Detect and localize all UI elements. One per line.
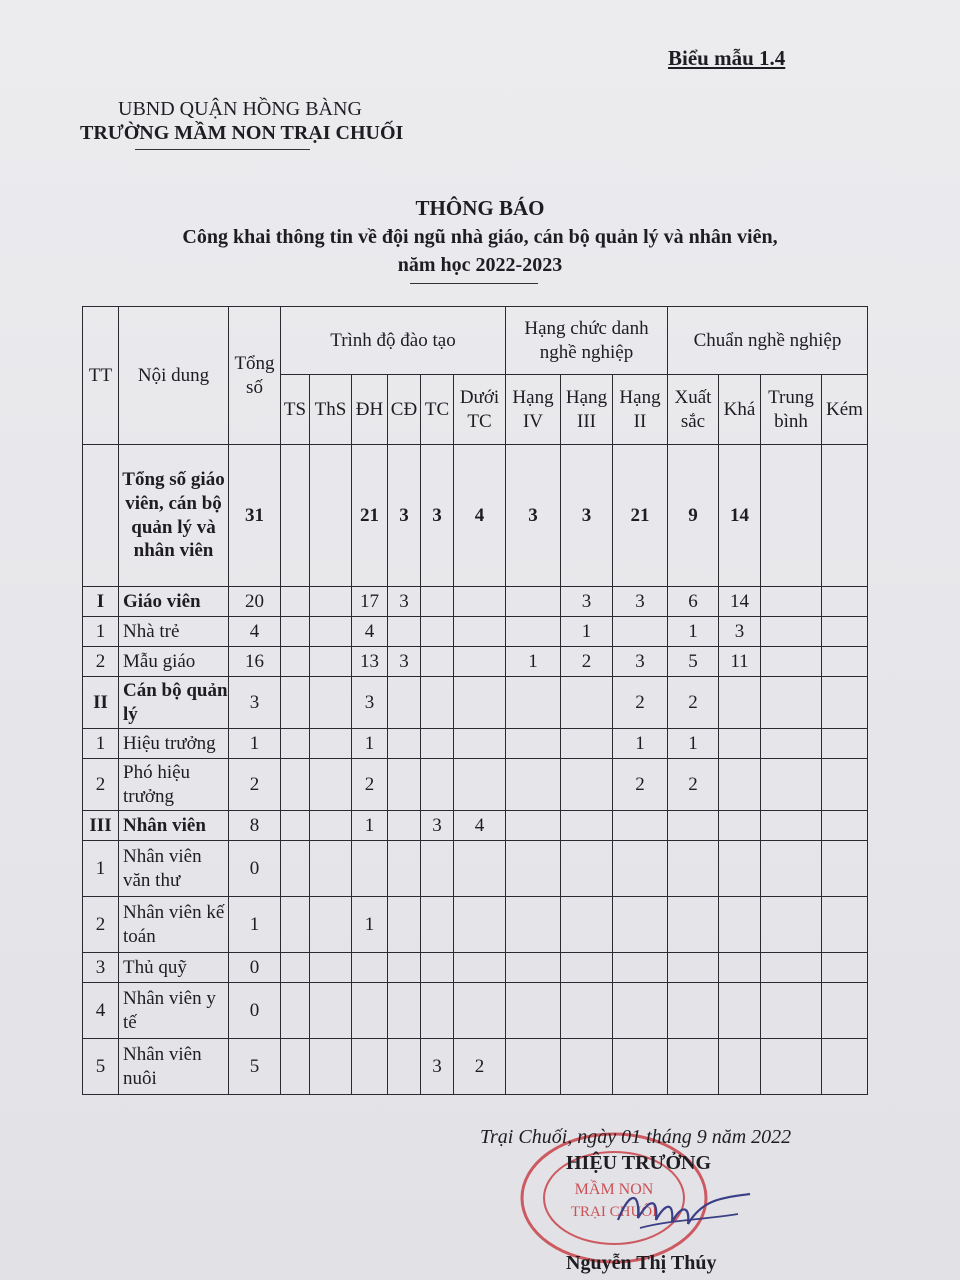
cell-dh (352, 841, 388, 897)
table-row (83, 953, 868, 983)
col-header-standard: Chuẩn nghề nghiệp (668, 307, 868, 375)
cell-below-tc (454, 841, 506, 897)
cell-ts (281, 647, 310, 677)
cell-excellent: 6 (668, 587, 719, 617)
cell-total: 31 (229, 445, 281, 587)
cell-rank-iii (561, 729, 613, 759)
cell-rank-ii (613, 897, 668, 953)
col-header-below-tc: Dưới TC (454, 375, 506, 445)
svg-text:TRẠI CHUỐI: TRẠI CHUỐI (570, 1204, 658, 1220)
row-tt: 5 (83, 1039, 119, 1095)
cell-good (719, 953, 761, 983)
col-header-ts: TS (281, 375, 310, 445)
cell-tc: 3 (421, 445, 454, 587)
row-tt: III (83, 811, 119, 841)
cell-ts (281, 445, 310, 587)
cell-ths (310, 445, 352, 587)
cell-below-tc: 4 (454, 445, 506, 587)
row-tt: 3 (83, 953, 119, 983)
row-label: Cán bộ quản lý (119, 677, 229, 729)
cell-rank-iii (561, 841, 613, 897)
row-label: Nhân viên (119, 811, 229, 841)
cell-poor (822, 841, 868, 897)
row-label: Giáo viên (119, 587, 229, 617)
cell-dh: 4 (352, 617, 388, 647)
cell-poor (822, 811, 868, 841)
cell-tc (421, 897, 454, 953)
row-tt: 1 (83, 729, 119, 759)
table-row (83, 841, 868, 897)
cell-tc (421, 729, 454, 759)
col-header-tt: TT (83, 307, 119, 445)
cell-poor (822, 759, 868, 811)
cell-poor (822, 647, 868, 677)
col-header-rank: Hạng chức danh nghề nghiệp (506, 307, 668, 375)
cell-cd (388, 677, 421, 729)
cell-rank-ii (613, 953, 668, 983)
cell-dh: 3 (352, 677, 388, 729)
cell-cd (388, 953, 421, 983)
table-row (83, 1039, 868, 1095)
cell-average (761, 759, 822, 811)
cell-rank-ii (613, 617, 668, 647)
cell-rank-ii (613, 983, 668, 1039)
cell-good (719, 759, 761, 811)
row-label: Mẫu giáo (119, 647, 229, 677)
row-tt: I (83, 587, 119, 617)
cell-poor (822, 1039, 868, 1095)
cell-rank-ii (613, 841, 668, 897)
cell-average (761, 729, 822, 759)
cell-below-tc (454, 587, 506, 617)
cell-below-tc (454, 953, 506, 983)
cell-below-tc (454, 897, 506, 953)
col-header-training: Trình độ đào tạo (281, 307, 506, 375)
cell-rank-ii: 2 (613, 759, 668, 811)
form-number: Biểu mẫu 1.4 (668, 46, 786, 70)
cell-rank-iv (506, 617, 561, 647)
cell-cd (388, 729, 421, 759)
signature-icon (610, 1180, 760, 1240)
cell-cd (388, 759, 421, 811)
cell-cd: 3 (388, 445, 421, 587)
cell-rank-iii (561, 677, 613, 729)
cell-ts (281, 841, 310, 897)
cell-ths (310, 953, 352, 983)
row-label: Nhà trẻ (119, 617, 229, 647)
cell-below-tc (454, 759, 506, 811)
cell-rank-iv (506, 897, 561, 953)
school-underline (135, 149, 310, 150)
cell-rank-iv (506, 677, 561, 729)
cell-tc (421, 677, 454, 729)
cell-rank-iv: 1 (506, 647, 561, 677)
cell-rank-iv (506, 1039, 561, 1095)
cell-tc (421, 617, 454, 647)
cell-below-tc (454, 983, 506, 1039)
cell-good: 11 (719, 647, 761, 677)
cell-average (761, 897, 822, 953)
cell-total: 0 (229, 983, 281, 1039)
row-tt: 1 (83, 841, 119, 897)
cell-average (761, 1039, 822, 1095)
cell-excellent (668, 897, 719, 953)
cell-rank-iv (506, 841, 561, 897)
cell-tc (421, 841, 454, 897)
cell-ts (281, 811, 310, 841)
cell-total: 1 (229, 897, 281, 953)
cell-ts (281, 677, 310, 729)
table-row (83, 811, 868, 841)
cell-cd (388, 617, 421, 647)
cell-ts (281, 617, 310, 647)
cell-tc: 3 (421, 1039, 454, 1095)
cell-rank-iii: 3 (561, 445, 613, 587)
cell-excellent: 2 (668, 677, 719, 729)
cell-average (761, 811, 822, 841)
cell-dh: 13 (352, 647, 388, 677)
cell-ts (281, 759, 310, 811)
row-tt: 4 (83, 983, 119, 1039)
cell-rank-ii (613, 1039, 668, 1095)
cell-excellent: 5 (668, 647, 719, 677)
cell-excellent: 1 (668, 729, 719, 759)
table-row (83, 617, 868, 647)
cell-ths (310, 897, 352, 953)
table-row (83, 729, 868, 759)
title-underline (410, 283, 538, 284)
cell-ths (310, 841, 352, 897)
col-header-dh: ĐH (352, 375, 388, 445)
cell-poor (822, 587, 868, 617)
cell-average (761, 647, 822, 677)
row-label: Nhân viên nuôi (119, 1039, 229, 1095)
col-header-ths: ThS (310, 375, 352, 445)
cell-tc: 3 (421, 811, 454, 841)
cell-tc (421, 983, 454, 1039)
cell-cd: 3 (388, 587, 421, 617)
cell-cd (388, 983, 421, 1039)
cell-total: 1 (229, 729, 281, 759)
cell-ths (310, 1039, 352, 1095)
cell-rank-ii: 1 (613, 729, 668, 759)
cell-good (719, 897, 761, 953)
cell-dh: 1 (352, 729, 388, 759)
cell-below-tc (454, 617, 506, 647)
row-tt (83, 445, 119, 587)
cell-good: 14 (719, 587, 761, 617)
cell-rank-iv: 3 (506, 445, 561, 587)
cell-average (761, 445, 822, 587)
cell-dh (352, 1039, 388, 1095)
cell-tc (421, 647, 454, 677)
cell-rank-iii (561, 1039, 613, 1095)
cell-good (719, 841, 761, 897)
cell-poor (822, 953, 868, 983)
cell-rank-iii (561, 759, 613, 811)
cell-rank-iii: 3 (561, 587, 613, 617)
cell-good (719, 1039, 761, 1095)
cell-average (761, 953, 822, 983)
cell-rank-iv (506, 759, 561, 811)
cell-ts (281, 897, 310, 953)
cell-rank-iv (506, 811, 561, 841)
cell-poor (822, 897, 868, 953)
cell-ths (310, 587, 352, 617)
cell-rank-iv (506, 983, 561, 1039)
cell-dh: 21 (352, 445, 388, 587)
cell-dh (352, 983, 388, 1039)
row-label: Nhân viên y tế (119, 983, 229, 1039)
cell-rank-ii: 3 (613, 647, 668, 677)
cell-poor (822, 729, 868, 759)
col-header-tc: TC (421, 375, 454, 445)
cell-excellent: 2 (668, 759, 719, 811)
cell-rank-ii: 3 (613, 587, 668, 617)
row-tt: 2 (83, 759, 119, 811)
table-row (83, 587, 868, 617)
cell-average (761, 841, 822, 897)
cell-ts (281, 587, 310, 617)
row-label: Hiệu trưởng (119, 729, 229, 759)
cell-rank-iii (561, 811, 613, 841)
cell-ths (310, 811, 352, 841)
cell-ths (310, 677, 352, 729)
cell-ths (310, 759, 352, 811)
cell-total: 8 (229, 811, 281, 841)
cell-excellent (668, 953, 719, 983)
col-header-excellent: Xuất sắc (668, 375, 719, 445)
table-row (83, 677, 868, 729)
cell-ts (281, 953, 310, 983)
doc-title: THÔNG BÁO (415, 196, 545, 220)
cell-ths (310, 729, 352, 759)
cell-excellent: 1 (668, 617, 719, 647)
col-header-good: Khá (719, 375, 761, 445)
col-header-cd: CĐ (388, 375, 421, 445)
col-header-rank-iii: Hạng III (561, 375, 613, 445)
cell-ths (310, 617, 352, 647)
cell-total: 4 (229, 617, 281, 647)
row-label: Thủ quỹ (119, 953, 229, 983)
cell-rank-ii: 21 (613, 445, 668, 587)
cell-below-tc: 4 (454, 811, 506, 841)
cell-poor (822, 617, 868, 647)
table-row (83, 983, 868, 1039)
row-label: Tổng số giáo viên, cán bộ quản lý và nhân viên (119, 445, 229, 587)
row-label: Nhân viên văn thư (119, 841, 229, 897)
cell-rank-iv (506, 587, 561, 617)
row-tt: II (83, 677, 119, 729)
row-tt: 2 (83, 647, 119, 677)
district-name: UBND QUẬN HỒNG BÀNG (118, 98, 362, 120)
cell-good (719, 811, 761, 841)
col-header-content: Nội dung (119, 307, 229, 445)
cell-cd (388, 811, 421, 841)
cell-excellent (668, 1039, 719, 1095)
cell-total: 5 (229, 1039, 281, 1095)
cell-good (719, 983, 761, 1039)
cell-ths (310, 647, 352, 677)
cell-below-tc (454, 647, 506, 677)
cell-total: 16 (229, 647, 281, 677)
cell-rank-iii (561, 983, 613, 1039)
cell-dh (352, 953, 388, 983)
cell-below-tc: 2 (454, 1039, 506, 1095)
table-row (83, 897, 868, 953)
cell-rank-iv (506, 729, 561, 759)
cell-rank-iii (561, 953, 613, 983)
cell-excellent (668, 841, 719, 897)
cell-tc (421, 953, 454, 983)
cell-average (761, 587, 822, 617)
cell-total: 20 (229, 587, 281, 617)
cell-dh: 1 (352, 897, 388, 953)
col-header-rank-iv: Hạng IV (506, 375, 561, 445)
doc-subtitle: Công khai thông tin về đội ngũ nhà giáo, cán bộ quản lý và nhân viên, (182, 226, 778, 248)
cell-good (719, 729, 761, 759)
cell-total: 3 (229, 677, 281, 729)
table-row (83, 647, 868, 677)
row-tt: 1 (83, 617, 119, 647)
cell-rank-ii (613, 811, 668, 841)
cell-good (719, 677, 761, 729)
cell-average (761, 617, 822, 647)
cell-dh: 17 (352, 587, 388, 617)
cell-dh: 1 (352, 811, 388, 841)
cell-average (761, 677, 822, 729)
table-body (83, 445, 868, 1095)
cell-excellent (668, 983, 719, 1039)
cell-average (761, 983, 822, 1039)
cell-ths (310, 983, 352, 1039)
cell-ts (281, 729, 310, 759)
cell-poor (822, 445, 868, 587)
cell-cd (388, 1039, 421, 1095)
signing-date: Trại Chuối, ngày 01 tháng 9 năm 2022 (480, 1126, 792, 1148)
cell-excellent (668, 811, 719, 841)
cell-excellent: 9 (668, 445, 719, 587)
cell-tc (421, 759, 454, 811)
col-header-total: Tổng số (229, 307, 281, 445)
cell-tc (421, 587, 454, 617)
cell-ts (281, 1039, 310, 1095)
table-row (83, 759, 868, 811)
col-header-poor: Kém (822, 375, 868, 445)
row-tt: 2 (83, 897, 119, 953)
cell-good: 3 (719, 617, 761, 647)
svg-text:MẦM NON: MẦM NON (574, 1181, 654, 1198)
cell-dh: 2 (352, 759, 388, 811)
cell-good: 14 (719, 445, 761, 587)
cell-cd: 3 (388, 647, 421, 677)
cell-rank-iii: 1 (561, 617, 613, 647)
cell-total: 0 (229, 841, 281, 897)
cell-total: 0 (229, 953, 281, 983)
cell-poor (822, 983, 868, 1039)
staff-table (82, 306, 868, 1095)
cell-total: 2 (229, 759, 281, 811)
cell-poor (822, 677, 868, 729)
cell-rank-iv (506, 953, 561, 983)
cell-ts (281, 983, 310, 1039)
cell-cd (388, 897, 421, 953)
cell-rank-ii: 2 (613, 677, 668, 729)
table-row (83, 445, 868, 587)
doc-school-year: năm học 2022-2023 (397, 254, 563, 276)
row-label: Nhân viên kế toán (119, 897, 229, 953)
col-header-average: Trung bình (761, 375, 822, 445)
row-label: Phó hiệu trưởng (119, 759, 229, 811)
col-header-rank-ii: Hạng II (613, 375, 668, 445)
signer-name: Nguyễn Thị Thúy (566, 1252, 717, 1274)
cell-below-tc (454, 677, 506, 729)
school-name: TRƯỜNG MẦM NON TRẠI CHUỐI (80, 122, 404, 144)
cell-rank-iii (561, 897, 613, 953)
signer-title: HIỆU TRƯỞNG (566, 1152, 712, 1174)
cell-below-tc (454, 729, 506, 759)
cell-cd (388, 841, 421, 897)
cell-rank-iii: 2 (561, 647, 613, 677)
